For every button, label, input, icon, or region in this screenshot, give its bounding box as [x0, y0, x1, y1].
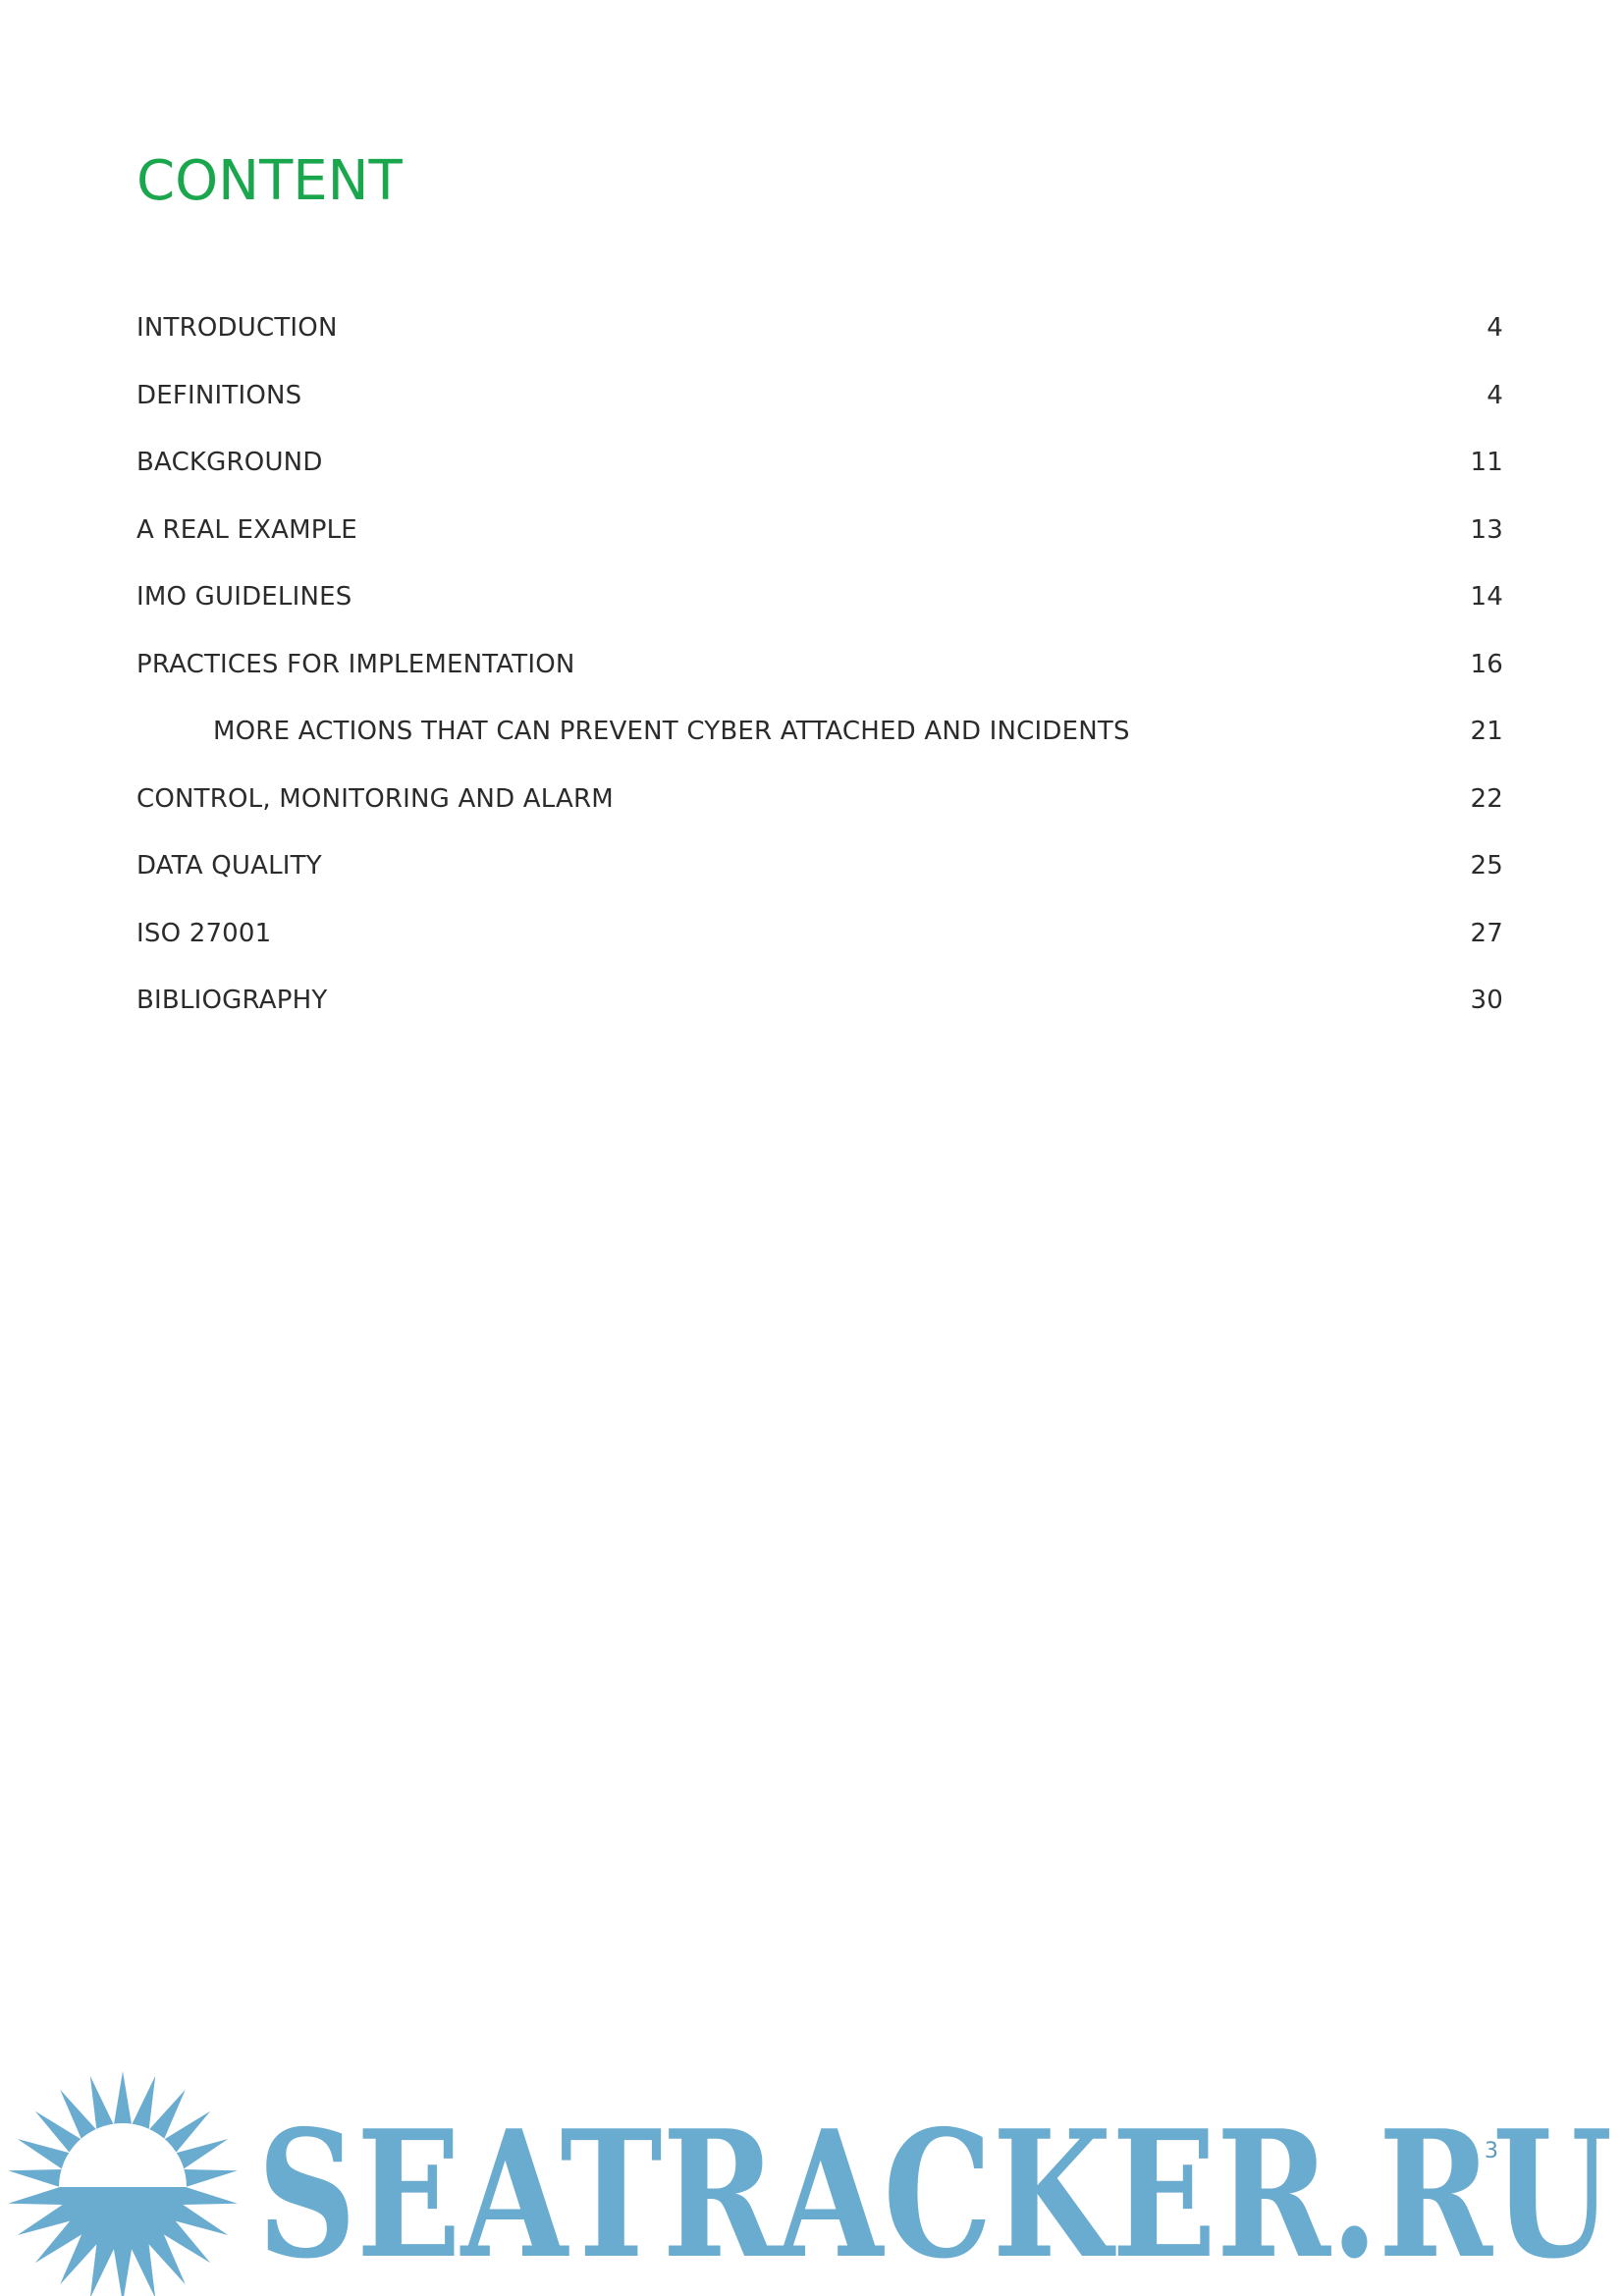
toc-entry-page: 25 [1470, 851, 1503, 881]
toc-entry-label: BIBLIOGRAPHY [136, 986, 328, 1015]
toc-entry-page: 21 [1470, 717, 1503, 746]
toc-entry-page: 22 [1470, 783, 1503, 814]
toc-entry-label: ISO 27001 [136, 918, 272, 948]
toc-entry-page: 13 [1470, 514, 1503, 545]
toc-entry-page: 27 [1470, 918, 1503, 948]
toc-entry[interactable] [136, 645, 1503, 713]
toc-entry-page: 30 [1470, 986, 1503, 1015]
toc-entry[interactable] [136, 510, 1503, 578]
watermark [0, 2061, 1623, 2296]
toc-subentry[interactable] [136, 712, 1503, 779]
toc-entry-label: MORE ACTIONS THAT CAN PREVENT CYBER ATTACHED AND INCIDENTS [213, 717, 1130, 746]
toc-entry-page: 4 [1487, 313, 1503, 343]
toc-entry[interactable] [136, 443, 1503, 510]
page-title: CONTENT [136, 149, 403, 213]
toc-entry-label: DEFINITIONS [136, 380, 302, 410]
toc-entry-label: A REAL EXAMPLE [136, 514, 357, 545]
page-number: 3 [1485, 2139, 1498, 2163]
toc-entry[interactable] [136, 846, 1503, 914]
toc-entry-label: PRACTICES FOR IMPLEMENTATION [136, 649, 575, 679]
toc-entry-label: CONTROL, MONITORING AND ALARM [136, 783, 614, 814]
sun-disc [59, 2123, 187, 2187]
toc-entry[interactable] [136, 779, 1503, 847]
watermark-text: SEATRACKER.RU [257, 2092, 1612, 2296]
sun-rays-icon [8, 2071, 238, 2296]
toc-entry[interactable] [136, 308, 1503, 376]
toc-entry-page: 11 [1470, 448, 1503, 477]
toc-entry-label: IMO GUIDELINES [136, 582, 352, 612]
toc-entry-label: INTRODUCTION [136, 313, 338, 343]
toc-entry-label: DATA QUALITY [136, 851, 322, 881]
toc-entry-label: BACKGROUND [136, 448, 323, 477]
toc-entry-page: 4 [1487, 380, 1503, 410]
toc-entry[interactable] [136, 376, 1503, 444]
toc-entry[interactable] [136, 981, 1503, 1048]
toc-entry[interactable] [136, 914, 1503, 982]
toc-entry-page: 16 [1470, 649, 1503, 679]
toc-entry-page: 14 [1470, 582, 1503, 612]
toc-entry[interactable] [136, 577, 1503, 645]
table-of-contents [136, 308, 1503, 1048]
